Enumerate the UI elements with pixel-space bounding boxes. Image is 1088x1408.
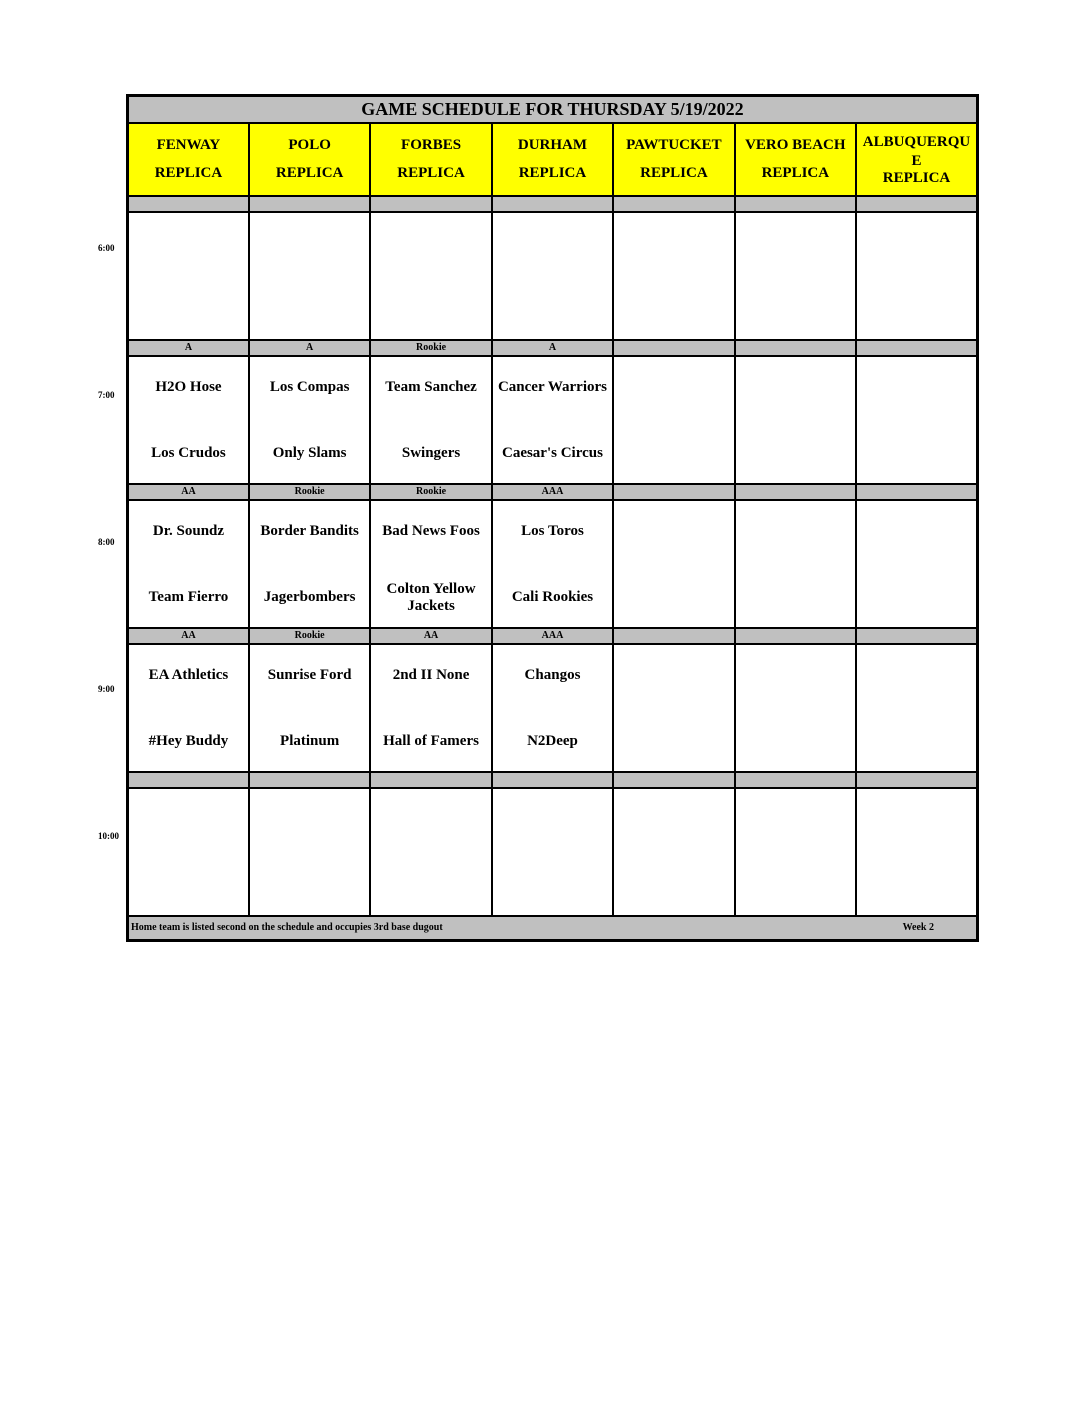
game-cell: [735, 788, 856, 916]
away-team: Border Bandits: [260, 523, 359, 539]
game-cell: [128, 644, 249, 772]
field-header: [613, 123, 734, 196]
game-cell: [613, 644, 734, 772]
division-label: [735, 196, 856, 212]
home-team: Los Crudos: [151, 445, 226, 461]
division-row: [128, 196, 978, 212]
game-cell: [370, 212, 491, 340]
game-cell: [370, 644, 491, 772]
field-header: [249, 123, 370, 196]
game-cell: [613, 356, 734, 484]
division-label: [613, 340, 734, 356]
division-label: [856, 196, 977, 212]
game-cell: [735, 212, 856, 340]
week-label: Week 2: [902, 922, 934, 933]
field-subtitle: REPLICA: [640, 165, 708, 181]
field-header: [735, 123, 856, 196]
time-label: 10:00: [98, 831, 119, 841]
field-subtitle: REPLICA: [761, 165, 830, 181]
home-team: #Hey Buddy: [148, 733, 229, 749]
field-header-row: [128, 123, 978, 196]
home-team: N2Deep: [527, 733, 578, 749]
field-header: [856, 123, 977, 196]
field-name: ALBUQUERQU E: [862, 134, 971, 169]
game-slot-row: [128, 212, 978, 340]
time-label: 6:00: [98, 243, 115, 253]
division-label: A: [492, 340, 613, 356]
division-label: AA: [370, 628, 491, 644]
division-label: AA: [128, 628, 249, 644]
division-label: [370, 772, 491, 788]
game-cell: [370, 500, 491, 628]
division-label: [735, 484, 856, 500]
time-label: 7:00: [98, 390, 115, 400]
division-label: AAA: [492, 484, 613, 500]
game-cell: [249, 212, 370, 340]
home-team: Swingers: [401, 445, 461, 461]
game-cell: [492, 644, 613, 772]
game-cell: [128, 500, 249, 628]
division-label: [856, 772, 977, 788]
division-label: [613, 772, 734, 788]
field-header: [370, 123, 491, 196]
away-team: Sunrise Ford: [267, 667, 352, 683]
division-label: [856, 340, 977, 356]
division-label: A: [128, 340, 249, 356]
game-cell: [856, 644, 977, 772]
game-cell: [370, 788, 491, 916]
division-label: [492, 772, 613, 788]
away-team: H2O Hose: [155, 379, 222, 395]
field-name: POLO: [288, 137, 331, 153]
division-label: A: [249, 340, 370, 356]
game-cell: [249, 644, 370, 772]
game-slot-row: [128, 500, 978, 628]
home-team: Jagerbombers: [263, 589, 356, 605]
division-label: [856, 484, 977, 500]
away-team: Los Compas: [269, 379, 350, 395]
division-label: Rookie: [249, 484, 370, 500]
home-team: Cali Rookies: [511, 589, 594, 605]
home-team: Platinum: [280, 733, 340, 749]
division-label: AA: [128, 484, 249, 500]
field-name: VERO BEACH: [745, 137, 846, 153]
time-label: 8:00: [98, 537, 115, 547]
game-slot-row: [128, 356, 978, 484]
game-cell: [370, 356, 491, 484]
home-team: Colton Yellow Jackets: [386, 581, 476, 614]
division-label: [735, 628, 856, 644]
field-subtitle: REPLICA: [518, 165, 587, 181]
game-cell: [128, 212, 249, 340]
away-team: EA Athletics: [148, 667, 229, 683]
division-label: [613, 484, 734, 500]
game-cell: [249, 788, 370, 916]
division-row: [128, 484, 978, 500]
division-label: [735, 340, 856, 356]
field-name: FORBES: [401, 137, 462, 153]
schedule-title: GAME SCHEDULE FOR THURSDAY 5/19/2022: [128, 96, 978, 124]
game-cell: [492, 788, 613, 916]
away-team: Dr. Soundz: [152, 523, 225, 539]
division-label: Rookie: [370, 484, 491, 500]
game-cell: [856, 788, 977, 916]
game-cell: [492, 500, 613, 628]
field-subtitle: REPLICA: [882, 170, 951, 186]
field-name: FENWAY: [156, 137, 221, 153]
game-cell: [613, 212, 734, 340]
game-cell: [735, 356, 856, 484]
division-row: [128, 772, 978, 788]
field-subtitle: REPLICA: [154, 165, 223, 181]
away-team: Cancer Warriors: [497, 379, 607, 395]
away-team: Los Toros: [521, 523, 584, 539]
home-team: Hall of Famers: [383, 733, 479, 749]
game-cell: [613, 500, 734, 628]
division-label: Rookie: [370, 340, 491, 356]
division-label: Rookie: [249, 628, 370, 644]
away-team: Changos: [524, 667, 581, 683]
home-team: Only Slams: [272, 445, 347, 461]
game-slot-row: [128, 788, 978, 916]
division-label: [613, 196, 734, 212]
game-cell: [856, 356, 977, 484]
division-label: AAA: [492, 628, 613, 644]
away-team: Team Sanchez: [385, 379, 477, 395]
division-label: [492, 196, 613, 212]
game-cell: [735, 500, 856, 628]
division-label: [128, 196, 249, 212]
away-team: 2nd II None: [392, 667, 470, 683]
time-label: 9:00: [98, 684, 115, 694]
away-team: Bad News Foos: [382, 523, 480, 539]
division-label: [370, 196, 491, 212]
game-cell: [249, 500, 370, 628]
field-name: DURHAM: [517, 137, 588, 153]
game-slot-row: [128, 644, 978, 772]
home-team-note: Home team is listed second on the schedule and occupies 3rd base dugout: [131, 922, 443, 933]
field-name: PAWTUCKET: [626, 137, 722, 153]
home-team: Caesar's Circus: [501, 445, 603, 461]
division-label: [249, 196, 370, 212]
game-cell: [856, 212, 977, 340]
division-row: [128, 340, 978, 356]
field-subtitle: REPLICA: [397, 165, 465, 181]
division-label: [128, 772, 249, 788]
game-cell: [249, 356, 370, 484]
game-cell: [856, 500, 977, 628]
game-cell: [492, 212, 613, 340]
game-schedule-table: [126, 94, 979, 942]
field-header: [492, 123, 613, 196]
game-cell: [128, 356, 249, 484]
game-cell: [735, 644, 856, 772]
game-cell: [128, 788, 249, 916]
division-label: [735, 772, 856, 788]
home-team: Team Fierro: [148, 589, 229, 605]
game-cell: [613, 788, 734, 916]
division-row: [128, 628, 978, 644]
division-label: [613, 628, 734, 644]
division-label: [856, 628, 977, 644]
game-cell: [492, 356, 613, 484]
division-label: [249, 772, 370, 788]
field-subtitle: REPLICA: [275, 165, 344, 181]
footer-bar: [128, 916, 978, 941]
field-header: [128, 123, 249, 196]
